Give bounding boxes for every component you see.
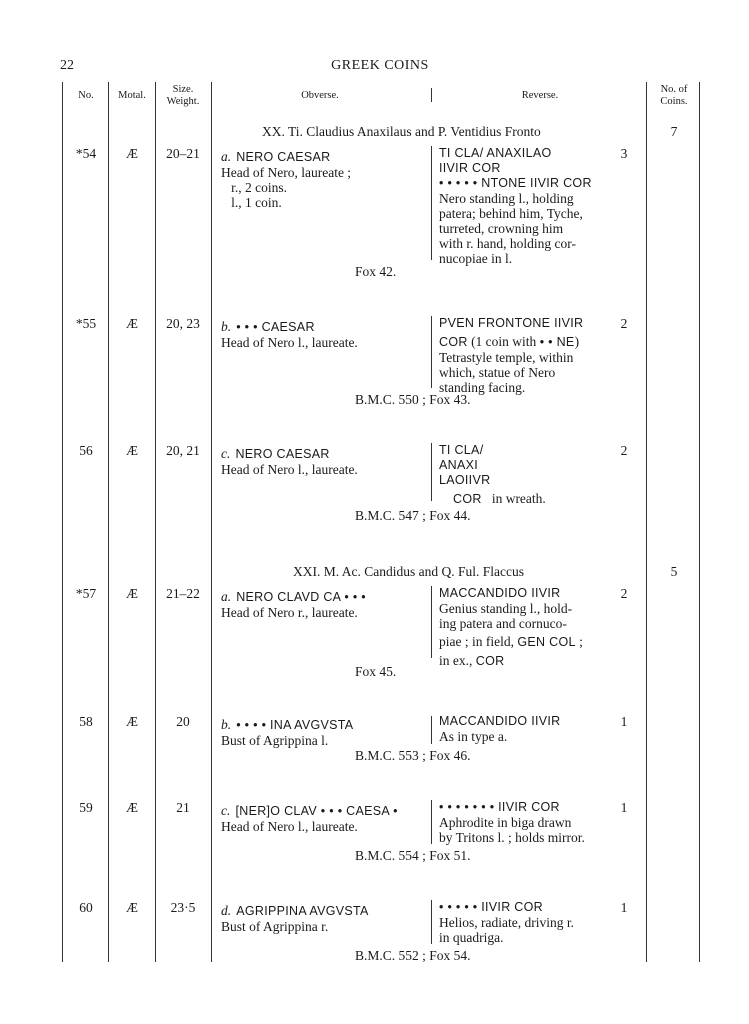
reverse-description: with r. hand, holding cor- [439, 236, 576, 251]
obverse-reverse-rule [431, 800, 432, 844]
header-coins-line2: Coins. [660, 96, 688, 107]
entry-number: 58 [79, 714, 93, 729]
entry-number: 59 [79, 800, 93, 815]
reverse-legend: MACCANDIDO IIVIR [439, 714, 561, 728]
obverse-description: r., 2 coins. [221, 180, 287, 195]
obverse-description: Head of Nero r., laureate. [221, 605, 358, 620]
obverse-block [221, 146, 351, 210]
section-title: XX. Ti. Claudius Anaxilaus and P. Ventidius Fronto [262, 124, 541, 139]
column-rule [108, 82, 109, 962]
header-reverse: Reverse. [521, 90, 559, 101]
column-rule [431, 88, 432, 102]
header-metal: Motal. [118, 90, 146, 101]
reference: B.M.C. 553 ; Fox 46. [355, 748, 471, 763]
obverse-block [221, 900, 369, 934]
obverse-legend: NERO CLAVD CA • • • [236, 590, 366, 604]
obverse-reverse-rule [431, 146, 432, 260]
obverse-description: Head of Nero l., laureate. [221, 462, 358, 477]
reference: B.M.C. 552 ; Fox 54. [355, 948, 471, 963]
obverse-legend: NERO CAESAR [235, 447, 330, 461]
header-obverse: Obverse. [301, 90, 339, 101]
entry-size: 20 [176, 714, 190, 729]
entry-number: *57 [75, 586, 97, 601]
reverse-description: turreted, crowning him [439, 221, 564, 236]
type-letter: a. [221, 149, 232, 164]
reverse-description: Nero standing l., holding [439, 191, 574, 206]
reverse-description: Genius standing l., hold- [439, 601, 573, 616]
entry-metal: Æ [125, 443, 138, 458]
obverse-description: Head of Nero, laureate ; [221, 165, 352, 180]
entry-metal: Æ [125, 316, 138, 331]
reverse-description: nucopiae in l. [439, 251, 513, 266]
type-letter: c. [221, 803, 231, 818]
reverse-legend: • • • • • IIVIR COR [439, 900, 543, 914]
column-rule [211, 82, 212, 962]
column-rule [62, 82, 63, 962]
column-rule [699, 82, 700, 962]
obverse-legend: NERO CAESAR [236, 150, 331, 164]
reverse-block [439, 800, 585, 845]
entry-number: *54 [75, 146, 97, 161]
coin-count: 2 [620, 316, 628, 331]
obverse-legend: [NER]O CLAV • • • CAESA • [235, 804, 398, 818]
reverse-legend: IIVIR COR [439, 161, 501, 175]
reverse-legend: TI CLA/ [439, 443, 484, 457]
type-letter: b. [221, 319, 232, 334]
entry-metal: Æ [125, 714, 138, 729]
reference: Fox 45. [355, 664, 397, 679]
reverse-legend: LAOIIVR [439, 473, 491, 487]
coin-count: 3 [620, 146, 628, 161]
header-size: Size. [172, 84, 194, 95]
coin-count: 2 [620, 443, 628, 458]
column-rule [646, 82, 647, 962]
obverse-description: Bust of Agrippina l. [221, 733, 329, 748]
running-head: GREEK COINS [331, 58, 429, 73]
reverse-description: by Tritons l. ; holds mirror. [439, 830, 585, 845]
reverse-block [439, 443, 546, 507]
section-count: 5 [670, 564, 678, 579]
reference: B.M.C. 547 ; Fox 44. [355, 508, 471, 523]
reference: B.M.C. 554 ; Fox 51. [355, 848, 471, 863]
reverse-legend: GEN COL [517, 635, 576, 649]
reverse-description: Tetrastyle temple, within [439, 350, 574, 365]
reverse-block [439, 316, 583, 395]
obverse-reverse-rule [431, 900, 432, 944]
coin-count: 1 [620, 714, 628, 729]
column-rule [155, 82, 156, 962]
reverse-block [439, 586, 583, 669]
coin-count: 1 [620, 900, 628, 915]
obverse-block [221, 800, 398, 834]
reverse-legend: ANAXI [439, 458, 479, 472]
obverse-reverse-rule [431, 716, 432, 744]
reverse-description: ing patera and cornuco- [439, 616, 567, 631]
entry-size: 20, 21 [166, 443, 200, 458]
reverse-note: ) [574, 334, 580, 349]
entry-number: *55 [75, 316, 97, 331]
obverse-description: Bust of Agrippina r. [221, 919, 329, 934]
reverse-description: piae ; in field, [439, 634, 518, 649]
entry-metal: Æ [125, 800, 138, 815]
reverse-description: standing facing. [439, 380, 526, 395]
obverse-legend: AGRIPPINA AVGVSTA [236, 904, 369, 918]
reverse-legend: • • • • • • • IIVIR COR [439, 800, 560, 814]
reverse-description: ; [575, 634, 583, 649]
section-title: XXI. M. Ac. Candidus and Q. Ful. Flaccus [293, 564, 524, 579]
entry-metal: Æ [125, 586, 138, 601]
type-letter: b. [221, 717, 232, 732]
reverse-description: which, statue of Nero [439, 365, 556, 380]
obverse-description: Head of Nero l., laureate. [221, 819, 358, 834]
reverse-description: patera; behind him, Tyche, [439, 206, 583, 221]
obverse-block [221, 443, 358, 477]
type-letter: d. [221, 903, 232, 918]
obverse-legend: • • • • INA AVGVSTA [236, 718, 354, 732]
obverse-reverse-rule [431, 316, 432, 388]
reverse-legend: MACCANDIDO IIVIR [439, 586, 561, 600]
page-number: 22 [60, 58, 74, 73]
reverse-legend: COR [439, 335, 468, 349]
reverse-note: (1 coin with [467, 334, 540, 349]
obverse-block [221, 316, 358, 350]
entry-number: 56 [79, 443, 93, 458]
obverse-block [221, 586, 366, 620]
reverse-legend: COR [475, 654, 505, 668]
reverse-legend: PVEN FRONTONE IIVIR [439, 316, 584, 330]
obverse-block [221, 714, 353, 748]
reverse-note: in wreath. [481, 491, 546, 506]
reverse-legend: • • • • • NTONE IIVIR COR [439, 176, 592, 190]
obverse-legend: • • • CAESAR [236, 320, 315, 334]
reference: B.M.C. 550 ; Fox 43. [355, 392, 471, 407]
reverse-block [439, 714, 560, 744]
coin-count: 2 [620, 586, 628, 601]
reverse-description: in ex., [439, 653, 476, 668]
entry-number: 60 [79, 900, 93, 915]
header-no: No. [78, 90, 94, 101]
reverse-description: in quadriga. [439, 930, 504, 945]
reverse-legend: • • NE [539, 335, 575, 349]
type-letter: a. [221, 589, 232, 604]
entry-metal: Æ [125, 146, 138, 161]
entry-size: 23·5 [170, 900, 196, 915]
entry-size: 20–21 [166, 146, 200, 161]
entry-size: 21–22 [166, 586, 200, 601]
obverse-reverse-rule [431, 586, 432, 658]
obverse-description: l., 1 coin. [221, 195, 282, 210]
header-coins-line1: No. of [660, 84, 688, 95]
type-letter: c. [221, 446, 231, 461]
entry-metal: Æ [125, 900, 138, 915]
entry-size: 20, 23 [166, 316, 200, 331]
reverse-description: Helios, radiate, driving r. [439, 915, 574, 930]
reverse-description: Aphrodite in biga drawn [439, 815, 572, 830]
reverse-block [439, 900, 574, 945]
reverse-legend: TI CLA/ ANAXILAO [439, 146, 552, 160]
obverse-description: Head of Nero l., laureate. [221, 335, 358, 350]
header-weight: Weight. [166, 96, 200, 107]
entry-size: 21 [176, 800, 190, 815]
reference: Fox 42. [355, 264, 397, 279]
coin-count: 1 [620, 800, 628, 815]
section-count: 7 [670, 124, 678, 139]
reverse-block [439, 146, 592, 266]
reverse-description: As in type a. [439, 729, 508, 744]
reverse-legend: COR [453, 492, 482, 506]
obverse-reverse-rule [431, 443, 432, 501]
